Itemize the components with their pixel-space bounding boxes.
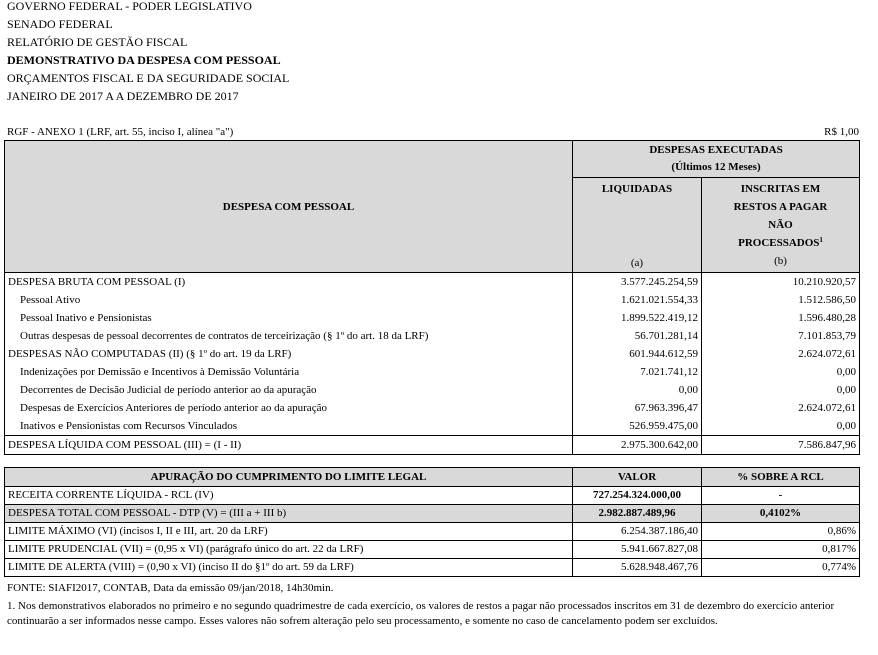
report-footer	[7, 581, 837, 629]
row-label: DESPESAS NÃO COMPUTADAS (II) (§ 1º do art. 19 da LRF)	[8, 348, 292, 360]
col-header-executed-expenses	[573, 141, 860, 178]
row-label: DESPESA LÍQUIDA COM PESSOAL (III) = (I - II)	[5, 436, 573, 455]
footnote-text: 1. Nos demonstrativos elaborados no primeiro e no segundo quadrimestre de cada exercício, os valores de restos a pagar não processados inscritos em 31 de dezembro do exercício anterior continuarão a ser informados nesse campo. Esses valores não sofrem alteração pelo seu processamento, e somente no caso de cancelamento podem ser excluídos.	[7, 600, 835, 627]
row-liquidated: 1.899.522.419,12	[573, 309, 702, 327]
row-percent: -	[702, 487, 860, 505]
row-label: Outras despesas de pessoal decorrentes de contratos de terceirização (§ 1º do art. 18 da LRF)	[20, 330, 429, 342]
row-liquidated: 0,00	[573, 381, 702, 399]
table-row	[5, 399, 860, 417]
row-liquidated: 56.701.281,14	[573, 327, 702, 345]
row-liquidated: 526.959.475,00	[573, 417, 702, 436]
row-label: Indenizações por Demissão e Incentivos à Demissão Voluntária	[20, 366, 300, 378]
row-unprocessed: 7.101.853,79	[702, 327, 860, 345]
table-row	[5, 291, 860, 309]
col-header-rcl-percent: % SOBRE A RCL	[702, 468, 860, 487]
row-percent: 0,4102%	[702, 505, 860, 523]
row-unprocessed: 1.596.480,28	[702, 309, 860, 327]
row-value: 2.982.887.489,96	[573, 505, 702, 523]
row-value: 6.254.387.186,40	[573, 523, 702, 541]
row-label: Despesas de Exercícios Anteriores de período anterior ao da apuração	[20, 402, 327, 414]
table-row	[5, 487, 860, 505]
row-label: Decorrentes de Decisão Judicial de período anterior ao da apuração	[20, 384, 317, 396]
row-unprocessed: 1.512.586,50	[702, 291, 860, 309]
row-label: Pessoal Ativo	[20, 294, 81, 306]
table-row	[5, 273, 860, 292]
row-percent: 0,86%	[702, 523, 860, 541]
row-label: DESPESA TOTAL COM PESSOAL - DTP (V) = (III a + III b)	[5, 505, 573, 523]
annex-reference: RGF - ANEXO 1 (LRF, art. 55, inciso I, alínea "a")	[7, 126, 234, 138]
row-liquidated: 2.975.300.642,00	[573, 436, 702, 455]
table-row	[5, 523, 860, 541]
row-unprocessed: 0,00	[702, 417, 860, 436]
row-percent: 0,817%	[702, 541, 860, 559]
row-label: LIMITE PRUDENCIAL (VII) = (0,95 x VI) (parágrafo único do art. 22 da LRF)	[5, 541, 573, 559]
table-row	[5, 327, 860, 345]
row-unprocessed: 10.210.920,57	[702, 273, 860, 292]
col-header-personnel-expense: DESPESA COM PESSOAL	[5, 141, 573, 273]
row-value: 5.941.667.827,08	[573, 541, 702, 559]
col-header-legal-limit: APURAÇÃO DO CUMPRIMENTO DO LIMITE LEGAL	[5, 468, 573, 487]
row-liquidated: 1.621.021.554,33	[573, 291, 702, 309]
unprocessed-label-line3: NÃO	[768, 219, 793, 231]
row-label: RECEITA CORRENTE LÍQUIDA - RCL (IV)	[5, 487, 573, 505]
row-value: 727.254.324.000,00	[573, 487, 702, 505]
row-label: LIMITE DE ALERTA (VIII) = (0,90 x VI) (inciso II do §1º do art. 59 da LRF)	[5, 559, 573, 577]
header-line-period: JANEIRO DE 2017 A A DEZEMBRO DE 2017	[7, 89, 239, 103]
unprocessed-sub: (b)	[774, 255, 787, 267]
row-liquidated: 67.963.396,47	[573, 399, 702, 417]
report-header	[7, 0, 289, 105]
table-row	[5, 345, 860, 363]
table-row	[5, 505, 860, 523]
row-liquidated: 7.021.741,12	[573, 363, 702, 381]
footnote-marker: 1	[819, 236, 823, 244]
table-row	[5, 381, 860, 399]
unprocessed-label-line1: INSCRITAS EM	[740, 183, 821, 195]
row-label: LIMITE MÁXIMO (VI) (incisos I, II e III, art. 20 da LRF)	[5, 523, 573, 541]
col-header-value: VALOR	[573, 468, 702, 487]
row-liquidated: 601.944.612,59	[573, 345, 702, 363]
header-line-title: DEMONSTRATIVO DA DESPESA COM PESSOAL	[7, 53, 281, 67]
row-unprocessed: 2.624.072,61	[702, 345, 860, 363]
table-row	[5, 309, 860, 327]
row-unprocessed: 7.586.847,96	[702, 436, 860, 455]
header-line-senate: SENADO FEDERAL	[7, 17, 113, 31]
row-label: Pessoal Inativo e Pensionistas	[20, 312, 152, 324]
row-percent: 0,774%	[702, 559, 860, 577]
row-label: Inativos e Pensionistas com Recursos Vinculados	[20, 420, 237, 432]
table-row	[5, 363, 860, 381]
row-unprocessed: 0,00	[702, 363, 860, 381]
liquidated-label: LIQUIDADAS	[601, 183, 673, 195]
unprocessed-label-line4: PROCESSADOS	[738, 237, 820, 249]
source-note: FONTE: SIAFI2017, CONTAB, Data da emissão 09/jan/2018, 14h30min.	[7, 582, 334, 594]
row-value: 5.628.948.467,76	[573, 559, 702, 577]
row-unprocessed: 2.624.072,61	[702, 399, 860, 417]
personnel-expense-table	[4, 140, 860, 455]
row-liquidated: 3.577.245.254,59	[573, 273, 702, 292]
executed-expenses-period: (Últimos 12 Meses)	[671, 161, 761, 173]
liquidated-sub: (a)	[630, 257, 644, 269]
executed-expenses-title: DESPESAS EXECUTADAS	[649, 144, 783, 156]
table-row-total	[5, 436, 860, 455]
table-row	[5, 559, 860, 577]
table-row	[5, 541, 860, 559]
legal-limit-table	[4, 467, 860, 577]
col-header-liquidated	[573, 178, 702, 273]
currency-unit: R$ 1,00	[824, 126, 859, 138]
table-row	[5, 417, 860, 436]
row-label: DESPESA BRUTA COM PESSOAL (I)	[5, 273, 573, 292]
row-unprocessed: 0,00	[702, 381, 860, 399]
header-line-budgets: ORÇAMENTOS FISCAL E DA SEGURIDADE SOCIAL	[7, 71, 290, 85]
col-header-unprocessed-payables	[702, 178, 860, 273]
header-line-report: RELATÓRIO DE GESTÃO FISCAL	[7, 35, 188, 49]
header-line-government: GOVERNO FEDERAL - PODER LEGISLATIVO	[7, 0, 252, 13]
unprocessed-label-line2: RESTOS A PAGAR	[733, 201, 828, 213]
